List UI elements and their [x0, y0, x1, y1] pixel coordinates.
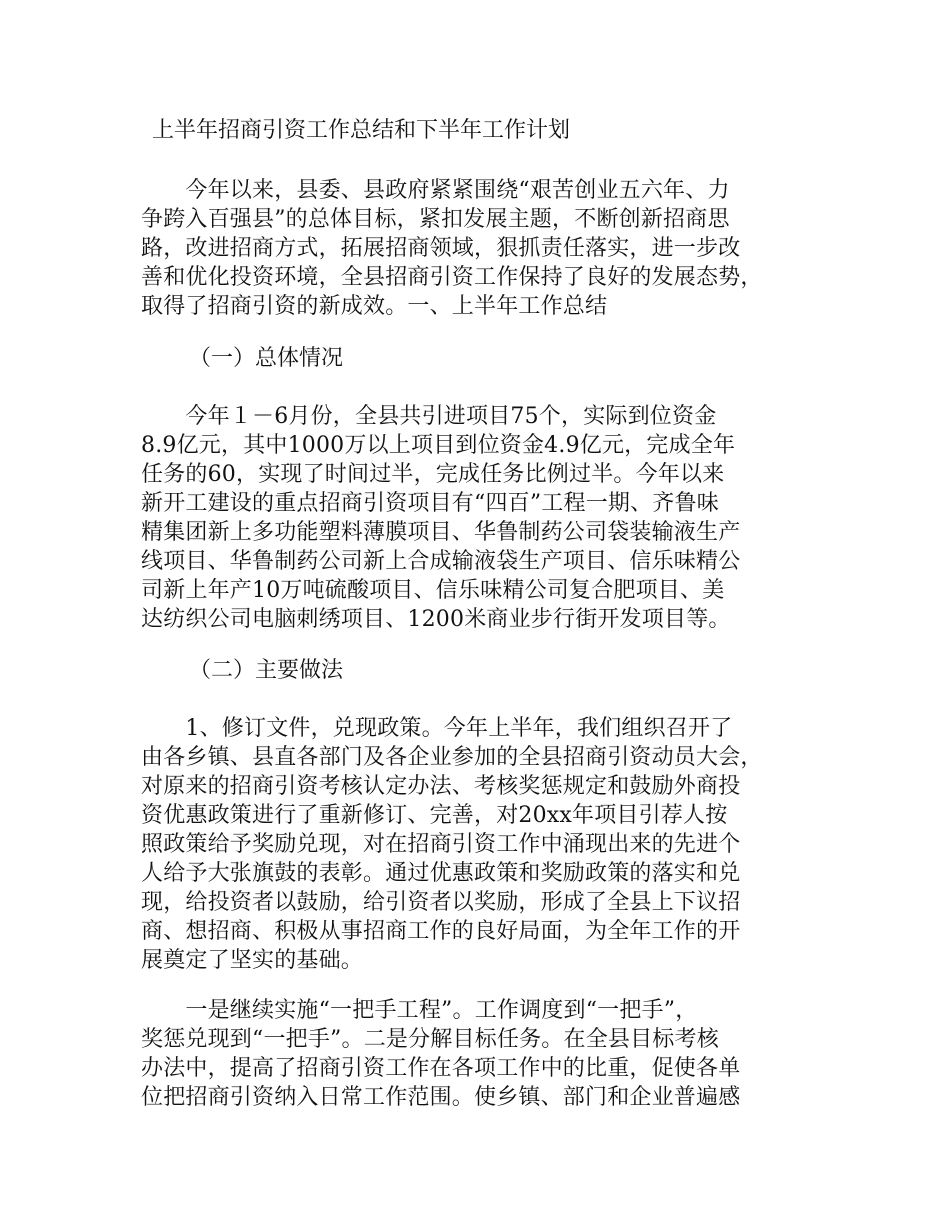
paragraph-intro [141, 176, 841, 321]
paragraph-line: 善和优化投资环境，全县招商引资工作保持了良好的发展态势， [141, 265, 763, 290]
paragraph-line: 1、修订文件，兑现政策。今年上半年，我们组织召开了 [141, 716, 733, 741]
paragraph-line: 商、想招商、积极从事招商工作的良好局面，为全年工作的开 [141, 919, 741, 944]
paragraph-line: 任务的60，实现了时间过半，完成任务比例过半。今年以来 [141, 462, 725, 487]
paragraph-line: 奖惩兑现到“一把手”。二是分解目标任务。在全县目标考核 [141, 1027, 719, 1052]
paragraph-line: 一是继续实施“一把手工程”。工作调度到“一把手”， [141, 998, 698, 1023]
paragraph-line: 取得了招商引资的新成效。一、上半年工作总结 [141, 294, 608, 319]
paragraph-line: 今年１－6月份，全县共引进项目75个，实际到位资金 [141, 404, 717, 429]
paragraph-overall [141, 402, 841, 634]
paragraph-line: 新开工建设的重点招商引资项目有“四百”工程一期、齐鲁味 [141, 491, 719, 516]
paragraph-line: 达纺织公司电脑刺绣项目、1200米商业步行街开发项目等。 [141, 607, 731, 632]
paragraph-line: 司新上年产10万吨硫酸项目、信乐味精公司复合肥项目、美 [141, 578, 725, 603]
paragraph-line: 8.9亿元，其中1000万以上项目到位资金4.9亿元，完成全年 [141, 433, 736, 458]
paragraph-line: 争跨入百强县”的总体目标，紧扣发展主题，不断创新招商思 [141, 207, 730, 232]
paragraph-line: 现，给投资者以鼓励，给引资者以奖励，形成了全县上下议招 [141, 890, 741, 915]
paragraph-leader-project [141, 996, 841, 1112]
section-heading-overall: （一）总体情况 [189, 346, 344, 371]
section-heading-methods: （二）主要做法 [189, 658, 344, 683]
paragraph-line: 照政策给予奖励兑现，对在招商引资工作中涌现出来的先进个 [141, 832, 741, 857]
paragraph-line: 精集团新上多功能塑料薄膜项目、华鲁制药公司袋装输液生产 [141, 520, 741, 545]
paragraph-line: 今年以来，县委、县政府紧紧围绕“艰苦创业五六年、力 [141, 178, 730, 203]
paragraph-line: 线项目、华鲁制药公司新上合成输液袋生产项目、信乐味精公 [141, 549, 741, 574]
paragraph-line: 展奠定了坚实的基础。 [141, 948, 364, 973]
paragraph-line: 对原来的招商引资考核认定办法、考核奖惩规定和鼓励外商投 [141, 774, 741, 799]
paragraph-line: 办法中，提高了招商引资工作在各项工作中的比重，促使各单 [141, 1056, 741, 1081]
paragraph-line: 位把招商引资纳入日常工作范围。使乡镇、部门和企业普遍感 [141, 1085, 741, 1110]
paragraph-line: 路，改进招商方式，拓展招商领域，狠抓责任落实，进一步改 [141, 236, 741, 261]
paragraph-line: 由各乡镇、县直各部门及各企业参加的全县招商引资动员大会， [141, 745, 763, 770]
paragraph-line: 人给予大张旗鼓的表彰。通过优惠政策和奖励政策的落实和兑 [141, 861, 741, 886]
paragraph-methods [141, 714, 841, 975]
document-title: 上半年招商引资工作总结和下半年工作计划 [152, 118, 571, 143]
paragraph-line: 资优惠政策进行了重新修订、完善，对20xx年项目引荐人按 [141, 803, 728, 828]
